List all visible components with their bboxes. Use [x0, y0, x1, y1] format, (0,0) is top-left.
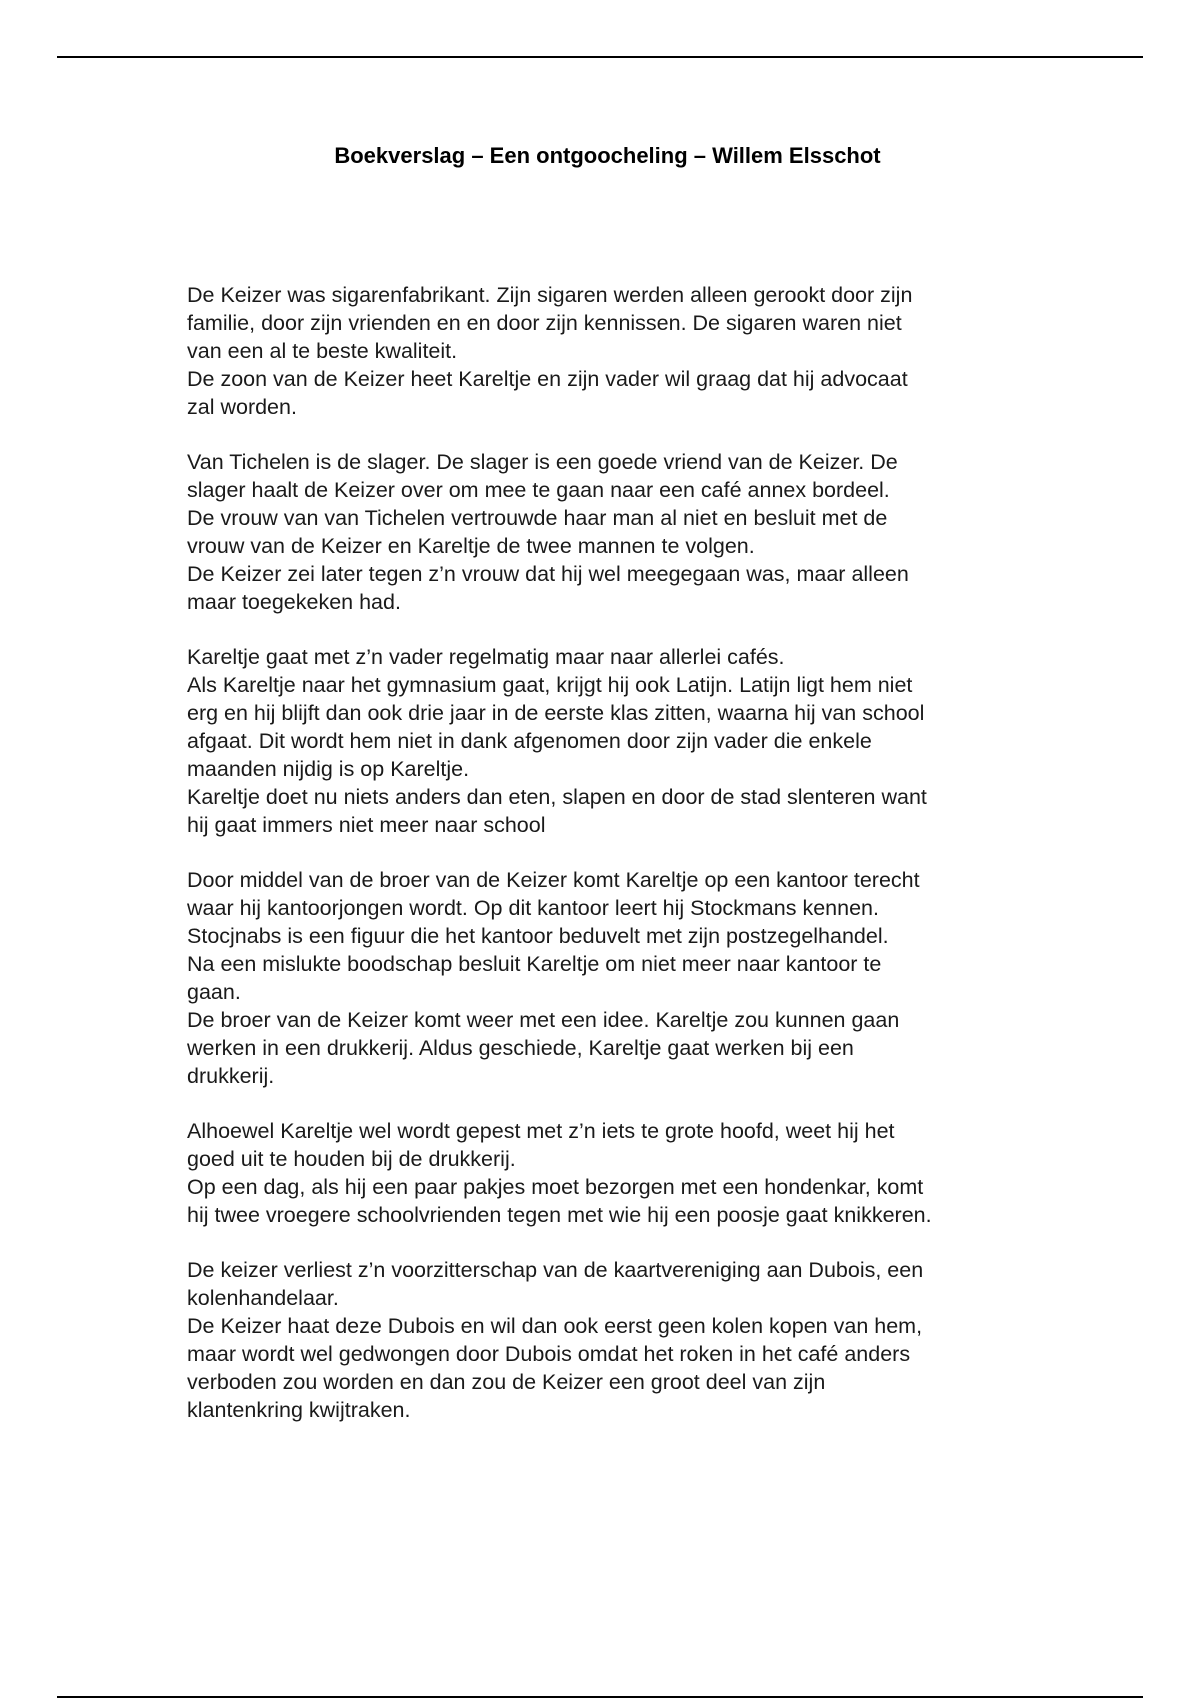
document-title: Boekverslag – Een ontgoocheling – Willem Elsschot: [334, 143, 881, 168]
paragraph-line: Kareltje doet nu niets anders dan eten, slapen en door de stad slenteren want: [187, 785, 927, 809]
paragraph-line: Op een dag, als hij een paar pakjes moet bezorgen met een hondenkar, komt: [187, 1175, 924, 1199]
paragraph-line: slager haalt de Keizer over om mee te gaan naar een café annex bordeel.: [187, 478, 890, 502]
top-rule: [57, 56, 1143, 58]
paragraph-line: De zoon van de Keizer heet Kareltje en zijn vader wil graag dat hij advocaat: [187, 367, 908, 391]
paragraph-line: hij twee vroegere schoolvrienden tegen met wie hij een poosje gaat knikkeren.: [187, 1203, 932, 1227]
paragraph-line: De Keizer was sigarenfabrikant. Zijn sigaren werden alleen gerookt door zijn: [187, 283, 913, 307]
paragraph-line: De broer van de Keizer komt weer met een idee. Kareltje zou kunnen gaan: [187, 1008, 900, 1032]
paragraph-line: Als Kareltje naar het gymnasium gaat, krijgt hij ook Latijn. Latijn ligt hem niet: [187, 673, 913, 697]
paragraph-line: De Keizer zei later tegen z’n vrouw dat hij wel meegegaan was, maar alleen: [187, 562, 909, 586]
paragraph-line: familie, door zijn vrienden en en door zijn kennissen. De sigaren waren niet: [187, 311, 902, 335]
paragraph-line: Stocjnabs is een figuur die het kantoor beduvelt met zijn postzegelhandel.: [187, 924, 889, 948]
paragraph-line: waar hij kantoorjongen wordt. Op dit kantoor leert hij Stockmans kennen.: [187, 896, 879, 920]
paragraph-line: erg en hij blijft dan ook drie jaar in de eerste klas zitten, waarna hij van school: [187, 701, 925, 725]
paragraph-line: afgaat. Dit wordt hem niet in dank afgenomen door zijn vader die enkele: [187, 729, 872, 753]
paragraph-line: werken in een drukkerij. Aldus geschiede, Kareltje gaat werken bij een: [187, 1036, 854, 1060]
paragraph-line: maar toegekeken had.: [187, 590, 401, 614]
paragraph-line: maar wordt wel gedwongen door Dubois omdat het roken in het café anders: [187, 1342, 911, 1366]
paragraph-line: De vrouw van van Tichelen vertrouwde haar man al niet en besluit met de: [187, 506, 888, 530]
paragraph-line: hij gaat immers niet meer naar school: [187, 813, 546, 837]
paragraph: [187, 1256, 1027, 1424]
paragraph: [187, 866, 1027, 1090]
document-body: [187, 281, 1027, 1451]
paragraph-line: van een al te beste kwaliteit.: [187, 339, 458, 363]
paragraph: [187, 281, 1027, 421]
paragraph-line: klantenkring kwijtraken.: [187, 1398, 411, 1422]
paragraph-line: Door middel van de broer van de Keizer komt Kareltje op een kantoor terecht: [187, 868, 920, 892]
paragraph-line: goed uit te houden bij de drukkerij.: [187, 1147, 516, 1171]
paragraph-line: Van Tichelen is de slager. De slager is een goede vriend van de Keizer. De: [187, 450, 898, 474]
paragraph-line: Kareltje gaat met z’n vader regelmatig maar naar allerlei cafés.: [187, 645, 785, 669]
paragraph-line: maanden nijdig is op Kareltje.: [187, 757, 470, 781]
paragraph-line: gaan.: [187, 980, 241, 1004]
paragraph: [187, 1117, 1027, 1229]
paragraph-line: drukkerij.: [187, 1064, 275, 1088]
paragraph-line: Alhoewel Kareltje wel wordt gepest met z’n iets te grote hoofd, weet hij het: [187, 1119, 895, 1143]
paragraph-line: vrouw van de Keizer en Kareltje de twee mannen te volgen.: [187, 534, 755, 558]
paragraph-line: Na een mislukte boodschap besluit Kareltje om niet meer naar kantoor te: [187, 952, 882, 976]
paragraph-line: kolenhandelaar.: [187, 1286, 339, 1310]
paragraph-line: De keizer verliest z’n voorzitterschap van de kaartvereniging aan Dubois, een: [187, 1258, 924, 1282]
bottom-rule: [57, 1696, 1143, 1698]
paragraph-line: zal worden.: [187, 395, 297, 419]
paragraph: [187, 448, 1027, 616]
paragraph-line: verboden zou worden en dan zou de Keizer een groot deel van zijn: [187, 1370, 826, 1394]
paragraph: [187, 643, 1027, 839]
paragraph-line: De Keizer haat deze Dubois en wil dan ook eerst geen kolen kopen van hem,: [187, 1314, 923, 1338]
